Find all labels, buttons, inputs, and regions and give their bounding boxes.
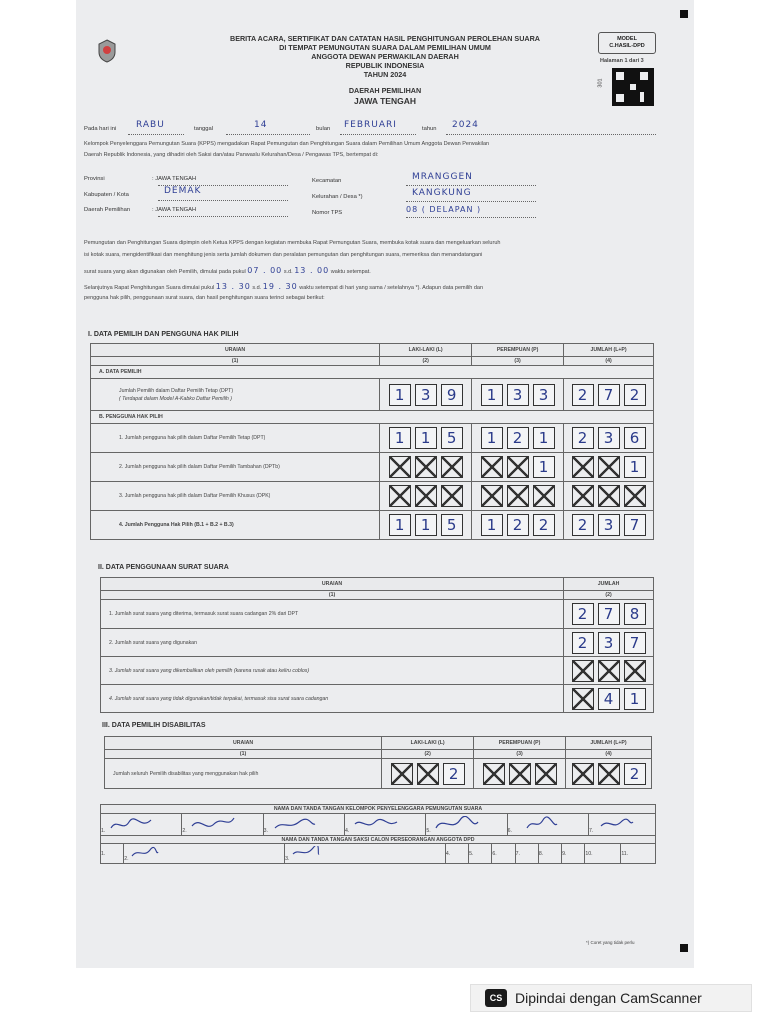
footnote: *) Coret yang tidak perlu bbox=[586, 940, 635, 945]
kpps-sig-2: 2. bbox=[182, 814, 263, 836]
crossed-digit-box bbox=[598, 763, 620, 785]
saksi-sig-8: 8. bbox=[538, 844, 561, 864]
title-line-3: ANGGOTA DEWAN PERWAKILAN DAERAH bbox=[311, 52, 459, 61]
b2-laki bbox=[380, 453, 472, 482]
crossed-digit-box bbox=[535, 763, 557, 785]
digit-box: 1 bbox=[624, 688, 646, 710]
b4-label: 4. Jumlah Pengguna Hak Pilih (B.1 + B.2 + B.3) bbox=[91, 511, 380, 540]
crossed-digit-box bbox=[533, 485, 555, 507]
kecamatan-value: MRANGGEN bbox=[412, 172, 473, 182]
camscanner-text: Dipindai dengan CamScanner bbox=[515, 990, 702, 1006]
crossed-digit-box bbox=[507, 456, 529, 478]
b4-laki bbox=[380, 511, 472, 540]
crossed-digit-box bbox=[417, 763, 439, 785]
digit-box: 3 bbox=[507, 384, 529, 406]
provinsi-label: Provinsi bbox=[84, 176, 105, 182]
saksi-title: NAMA DAN TANDA TANGAN SAKSI CALON PERSEORANGAN ANGGOTA DPD bbox=[101, 836, 656, 844]
day-value: RABU bbox=[136, 120, 165, 130]
session-line-4: Selanjutnya Rapat Penghitungan Suara dimulai pukul 13 . 30 s.d. 19 . 30 waktu setempat di hari yang sama / setelahnya *). Adapun data pemilih dan bbox=[84, 282, 484, 291]
b1-laki bbox=[380, 424, 472, 453]
idx-1: (1) bbox=[91, 357, 380, 366]
crossed-digit-box bbox=[509, 763, 531, 785]
model-box bbox=[598, 32, 656, 54]
b3-jumlah bbox=[564, 482, 654, 511]
digit-box: 4 bbox=[598, 688, 620, 710]
digit-box: 1 bbox=[415, 514, 437, 536]
digit-box: 2 bbox=[572, 632, 594, 654]
crossed-digit-box bbox=[572, 485, 594, 507]
model-code: C.HASIL-DPD bbox=[609, 43, 645, 49]
digit-box: 3 bbox=[598, 514, 620, 536]
crossed-digit-box bbox=[624, 660, 646, 682]
digit-box: 9 bbox=[441, 384, 463, 406]
kelurahan-value: KANGKUNG bbox=[412, 188, 472, 198]
digit-box: 1 bbox=[624, 456, 646, 478]
region-value: JAWA TENGAH bbox=[353, 96, 417, 106]
saksi-sig-4: 4. bbox=[445, 844, 468, 864]
s3-idx-3: (3) bbox=[474, 750, 566, 759]
document-sheet bbox=[76, 0, 694, 968]
kpps-signature-table bbox=[100, 804, 656, 836]
kpps-title: NAMA DAN TANDA TANGAN KELOMPOK PENYELENGGARA PEMUNGUTAN SUARA bbox=[101, 805, 656, 814]
s3-jumlah bbox=[566, 759, 652, 789]
digit-box: 3 bbox=[415, 384, 437, 406]
b4-jumlah bbox=[564, 511, 654, 540]
title-line-1: BERITA ACARA, SERTIFIKAT DAN CATATAN HASIL PENGHITUNGAN PEROLEHAN SUARA bbox=[230, 34, 540, 43]
saksi-sig-6: 6. bbox=[492, 844, 515, 864]
saksi-sig-2: 2. bbox=[124, 844, 285, 864]
s2-row-3-value bbox=[564, 657, 654, 685]
title-line-5: TAHUN 2024 bbox=[363, 70, 407, 79]
section-2-title: II. DATA PENGGUNAAN SURAT SUARA bbox=[98, 564, 229, 571]
kpps-sig-7: 7. bbox=[588, 814, 655, 836]
crossed-digit-box bbox=[483, 763, 505, 785]
tps-value: 08 ( DELAPAN ) bbox=[406, 205, 482, 214]
digit-box: 3 bbox=[533, 384, 555, 406]
crossed-digit-box bbox=[441, 456, 463, 478]
s2-col-uraian: URAIAN bbox=[101, 578, 564, 591]
crossed-digit-box bbox=[507, 485, 529, 507]
digit-box: 5 bbox=[441, 427, 463, 449]
digit-box: 3 bbox=[598, 427, 620, 449]
s3-col-perempuan: PEREMPUAN (P) bbox=[474, 737, 566, 750]
kecamatan-label: Kecamatan bbox=[312, 178, 342, 184]
col-laki: LAKI-LAKI (L) bbox=[380, 344, 472, 357]
digit-box: 1 bbox=[533, 456, 555, 478]
idx-3: (3) bbox=[472, 357, 564, 366]
digit-box: 1 bbox=[415, 427, 437, 449]
bulan-label: bulan bbox=[316, 126, 331, 132]
kabupaten-value: DEMAK bbox=[164, 186, 202, 196]
crossed-digit-box bbox=[598, 456, 620, 478]
saksi-sig-9: 9. bbox=[562, 844, 585, 864]
digit-box: 5 bbox=[441, 514, 463, 536]
dpt-label: Jumlah Pemilih dalam Daftar Pemilih Tetap (DPT) ( Terdapat dalam Model A-Kabko Daftar Pemilih ) bbox=[91, 379, 380, 411]
end-time: 13 . 00 bbox=[294, 266, 330, 275]
b1-jumlah bbox=[564, 424, 654, 453]
s2-idx-1: (1) bbox=[101, 591, 564, 600]
col-uraian: URAIAN bbox=[91, 344, 380, 357]
b4-perempuan bbox=[472, 511, 564, 540]
digit-box: 3 bbox=[598, 632, 620, 654]
group-a: A. DATA PEMILIH bbox=[91, 366, 654, 379]
b3-label: 3. Jumlah pengguna hak pilih dalam Daftar Pemilih Khusus (DPK) bbox=[91, 482, 380, 511]
b1-label: 1. Jumlah pengguna hak pilih dalam Daftar Pemilih Tetap (DPT) bbox=[91, 424, 380, 453]
crossed-digit-box bbox=[572, 688, 594, 710]
crossed-digit-box bbox=[415, 456, 437, 478]
session-line-5: pengguna hak pilih, penggunaan surat suara, dan hasil penghitungan suara terinci sebagai berikut: bbox=[84, 295, 325, 301]
crossed-digit-box bbox=[415, 485, 437, 507]
crossed-digit-box bbox=[389, 456, 411, 478]
saksi-sig-3: 3. bbox=[285, 844, 446, 864]
s2-row-1-value bbox=[564, 600, 654, 629]
dpt-jumlah bbox=[564, 379, 654, 411]
date-prefix: Pada hari ini bbox=[84, 126, 117, 132]
date-value: 14 bbox=[254, 120, 268, 130]
idx-4: (4) bbox=[564, 357, 654, 366]
s3-perempuan bbox=[474, 759, 566, 789]
section-3-title: III. DATA PEMILIH DISABILITAS bbox=[102, 722, 206, 729]
section-2-table bbox=[100, 577, 654, 713]
model-label: MODEL bbox=[617, 36, 637, 42]
year-value: 2024 bbox=[452, 120, 479, 130]
page-label: Halaman 1 dari 3 bbox=[600, 58, 644, 64]
kpps-sig-1: 1. bbox=[101, 814, 182, 836]
s3-col-uraian: URAIAN bbox=[105, 737, 382, 750]
b2-perempuan bbox=[472, 453, 564, 482]
s2-row-1-label: 1. Jumlah surat suara yang diterima, termasuk surat suara cadangan 2% dari DPT bbox=[101, 600, 564, 629]
digit-box: 1 bbox=[481, 427, 503, 449]
idx-2: (2) bbox=[380, 357, 472, 366]
digit-box: 2 bbox=[624, 384, 646, 406]
s3-laki bbox=[382, 759, 474, 789]
saksi-signature-table bbox=[100, 835, 656, 864]
session-line-1: Pemungutan dan Penghitungan Suara dipimpin oleh Ketua KPPS dengan kegiatan membuka Rapat Pemungutan Suara, membuka kotak suara dan mengeluarkan seluruh bbox=[84, 240, 501, 246]
digit-box: 2 bbox=[572, 384, 594, 406]
digit-box: 7 bbox=[598, 603, 620, 625]
kpps-sig-3: 3. bbox=[263, 814, 344, 836]
digit-box: 1 bbox=[481, 384, 503, 406]
digit-box: 7 bbox=[624, 632, 646, 654]
saksi-sig-1: 1. bbox=[101, 844, 124, 864]
tahun-label: tahun bbox=[422, 126, 437, 132]
digit-box: 1 bbox=[481, 514, 503, 536]
camscanner-banner bbox=[470, 984, 752, 1012]
saksi-sig-7: 7. bbox=[515, 844, 538, 864]
digit-box: 2 bbox=[507, 427, 529, 449]
col-jumlah: JUMLAH (L+P) bbox=[564, 344, 654, 357]
b3-perempuan bbox=[472, 482, 564, 511]
registration-mark bbox=[680, 10, 688, 18]
s3-idx-2: (2) bbox=[382, 750, 474, 759]
digit-box: 2 bbox=[533, 514, 555, 536]
saksi-sig-11: 11. bbox=[621, 844, 656, 864]
group-b: B. PENGGUNA HAK PILIH bbox=[91, 411, 654, 424]
session-line-2: isi kotak suara, mengidentifikasi dan menghitung jenis serta jumlah dokumen dan peralatan pemungutan dan penghitungan suara, memeriksa dan menandatangani bbox=[84, 252, 483, 258]
digit-box: 1 bbox=[389, 427, 411, 449]
s3-col-laki: LAKI-LAKI (L) bbox=[382, 737, 474, 750]
qr-number: 301 bbox=[597, 78, 604, 88]
digit-box: 6 bbox=[624, 427, 646, 449]
dpt-perempuan bbox=[472, 379, 564, 411]
crossed-digit-box bbox=[391, 763, 413, 785]
provinsi-value: : JAWA TENGAH bbox=[152, 176, 197, 182]
session-line-3: surat suara yang akan digunakan oleh Pemilih, dimulai pada pukul 07 . 00 s.d. 13 . 00 waktu setempat. bbox=[84, 266, 371, 275]
s2-row-4-label: 4. Jumlah surat suara yang tidak digunakan/tidak terpakai, termasuk sisa surat suara cadangan bbox=[101, 685, 564, 713]
s3-idx-1: (1) bbox=[105, 750, 382, 759]
crossed-digit-box bbox=[598, 660, 620, 682]
digit-box: 2 bbox=[572, 514, 594, 536]
kabupaten-label: Kabupaten / Kota bbox=[84, 192, 129, 198]
crossed-digit-box bbox=[598, 485, 620, 507]
crossed-digit-box bbox=[572, 456, 594, 478]
crossed-digit-box bbox=[624, 485, 646, 507]
tps-label: Nomor TPS bbox=[312, 210, 343, 216]
crossed-digit-box bbox=[572, 660, 594, 682]
count-start-time: 13 . 30 bbox=[215, 282, 251, 291]
camscanner-logo-icon: CS bbox=[485, 989, 507, 1007]
dapil-value: : JAWA TENGAH bbox=[152, 207, 197, 213]
kpps-sig-4: 4. bbox=[344, 814, 425, 836]
digit-box: 2 bbox=[572, 603, 594, 625]
month-value: FEBRUARI bbox=[344, 120, 397, 130]
kelurahan-label: Kelurahan / Desa *) bbox=[312, 194, 363, 200]
crossed-digit-box bbox=[572, 763, 594, 785]
section-1-table bbox=[90, 343, 654, 540]
s2-idx-2: (2) bbox=[564, 591, 654, 600]
crossed-digit-box bbox=[441, 485, 463, 507]
section-3-table bbox=[104, 736, 652, 789]
digit-box: 1 bbox=[389, 384, 411, 406]
digit-box: 1 bbox=[533, 427, 555, 449]
intro-line-2: Daerah Republik Indonesia, yang dihadiri oleh Saksi dan/atau Panwaslu Kelurahan/Desa / Pengawas TPS, bertempat di: bbox=[84, 152, 379, 158]
region-label: DAERAH PEMILIHAN bbox=[348, 86, 422, 95]
kpps-sig-5: 5. bbox=[426, 814, 507, 836]
digit-box: 7 bbox=[624, 514, 646, 536]
intro-line-1: Kelompok Penyelenggara Pemungutan Suara (KPPS) mengadakan Rapat Pemungutan dan Penghitungan Suara dalam Pemilihan Umum Anggota Dewan Perwakilan bbox=[84, 141, 490, 147]
digit-box: 7 bbox=[598, 384, 620, 406]
section-1-title: I. DATA PEMILIH DAN PENGGUNA HAK PILIH bbox=[88, 331, 239, 338]
title-line-4: REPUBLIK INDONESIA bbox=[345, 61, 425, 70]
kpps-sig-6: 6. bbox=[507, 814, 588, 836]
count-end-time: 19 . 30 bbox=[262, 282, 298, 291]
dpt-laki bbox=[380, 379, 472, 411]
s2-row-3-label: 3. Jumlah surat suara yang dikembalikan oleh pemilih (karena rusak atau keliru coblos) bbox=[101, 657, 564, 685]
dapil-label: Daerah Pemilihan bbox=[84, 207, 131, 213]
title-line-2: DI TEMPAT PEMUNGUTAN SUARA DALAM PEMILIHAN UMUM bbox=[279, 43, 491, 52]
s3-row-label: Jumlah seluruh Pemilih disabilitas yang menggunakan hak pilih bbox=[105, 759, 382, 789]
b3-laki bbox=[380, 482, 472, 511]
digit-box: 2 bbox=[507, 514, 529, 536]
s3-col-jumlah: JUMLAH (L+P) bbox=[566, 737, 652, 750]
digit-box: 8 bbox=[624, 603, 646, 625]
crossed-digit-box bbox=[389, 485, 411, 507]
s2-row-2-value bbox=[564, 629, 654, 657]
b1-perempuan bbox=[472, 424, 564, 453]
digit-box: 2 bbox=[624, 763, 646, 785]
s2-row-2-label: 2. Jumlah surat suara yang digunakan bbox=[101, 629, 564, 657]
s3-idx-4: (4) bbox=[566, 750, 652, 759]
registration-mark bbox=[680, 944, 688, 952]
s2-row-4-value bbox=[564, 685, 654, 713]
b2-label: 2. Jumlah pengguna hak pilih dalam Daftar Pemilih Tambahan (DPTb) bbox=[91, 453, 380, 482]
digit-box: 1 bbox=[389, 514, 411, 536]
saksi-sig-5: 5. bbox=[469, 844, 492, 864]
tanggal-label: tanggal bbox=[194, 126, 214, 132]
s2-col-jumlah: JUMLAH bbox=[564, 578, 654, 591]
saksi-sig-10: 10. bbox=[585, 844, 621, 864]
crossed-digit-box bbox=[481, 485, 503, 507]
b2-jumlah bbox=[564, 453, 654, 482]
digit-box: 2 bbox=[443, 763, 465, 785]
col-perempuan: PEREMPUAN (P) bbox=[472, 344, 564, 357]
start-time: 07 . 00 bbox=[247, 266, 283, 275]
digit-box: 2 bbox=[572, 427, 594, 449]
crossed-digit-box bbox=[481, 456, 503, 478]
qr-code bbox=[612, 68, 654, 106]
